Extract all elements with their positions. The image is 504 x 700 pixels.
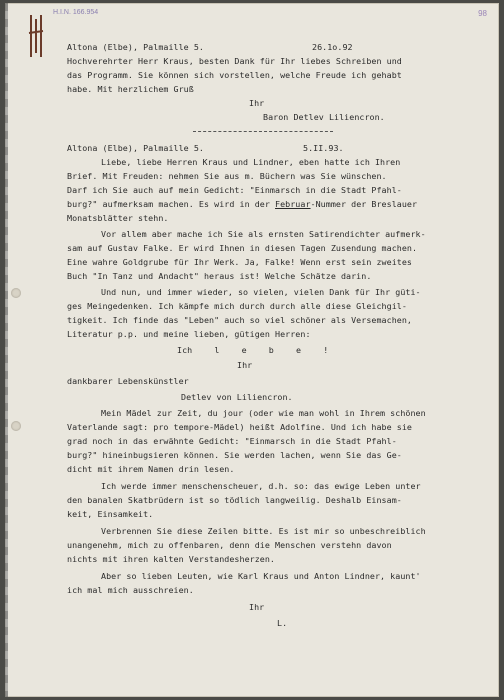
letter2-initial: L. bbox=[277, 618, 288, 628]
paragraph-line: keit, Einsamkeit. bbox=[67, 509, 154, 519]
paragraph-line: Monatsblätter stehn. bbox=[67, 213, 169, 223]
archive-note: H.I.N. 166.954 bbox=[53, 9, 99, 16]
page-number: 98 bbox=[478, 9, 487, 18]
paragraph-line: Liebe, liebe Herren Kraus und Lindner, eben hatte ich Ihren bbox=[101, 157, 401, 167]
spaced-line: Ich l e b e ! bbox=[177, 345, 329, 355]
paragraph-line: burg?" aufmerksam machen. Es wird in der Februar-Nummer der Breslauer bbox=[67, 199, 418, 209]
paragraph-line: Eine wahre Goldgrube für Ihr Werk. Ja, Falke! Wenn erst sein zweites bbox=[67, 257, 412, 267]
paragraph-line: Vaterlande sagt: pro tempore-Mädel) heißt Adolfine. Und ich habe sie bbox=[67, 422, 412, 432]
paragraph-line: unangenehm, mich zu offenbaren, denn die Menschen verstehn davon bbox=[67, 540, 392, 550]
letter2-closing: Ihr bbox=[249, 602, 265, 612]
letter1-body-line: das Programm. Sie können sich vorstellen, welche Freude ich gehabt bbox=[67, 70, 402, 80]
letter1-closing: Ihr bbox=[249, 98, 265, 108]
paragraph-line: Verbrennen Sie diese Zeilen bitte. Es ist mir so unbeschreiblich bbox=[101, 526, 426, 536]
paragraph-line: ich mal mich ausschreien. bbox=[67, 585, 194, 595]
paragraph-line: burg?" hineinbugsieren können. Sie werden lachen, wenn Sie das Ge- bbox=[67, 450, 402, 460]
letter2-signature: Detlev von Liliencron. bbox=[181, 392, 293, 402]
letter1-address: Altona (Elbe), Palmaille 5. bbox=[67, 42, 204, 52]
paragraph-line: nichts mit ihren kalten Verstandesherzen. bbox=[67, 554, 276, 564]
letter1-signature: Baron Detlev Liliencron. bbox=[263, 112, 385, 122]
paragraph-line: Aber so lieben Leuten, wie Karl Kraus und Anton Lindner, kaunt' bbox=[101, 571, 421, 581]
paragraph-line: Vor allem aber mache ich Sie als ernsten Satirendichter aufmerk- bbox=[101, 229, 426, 239]
paragraph-line: Und nun, und immer wieder, so vielen, vielen Dank für Ihr güti- bbox=[101, 287, 421, 297]
letter2-dankbar: dankbarer Lebenskünstler bbox=[67, 376, 189, 386]
letter-sheet bbox=[5, 3, 499, 697]
punch-hole bbox=[11, 288, 21, 298]
paragraph-line: den banalen Skatbrüdern ist so tödlich langweilig. Deshalb Einsam- bbox=[67, 495, 402, 505]
paragraph-line: ges Meingedenken. Ich kämpfe mich durch durch alle diese Gleichgil- bbox=[67, 301, 407, 311]
paragraph-line: sam auf Gustav Falke. Er wird Ihnen in diesen Tagen Zusendung machen. bbox=[67, 243, 418, 253]
archive-mark-icon bbox=[27, 13, 45, 61]
paragraph-line: tigkeit. Ich finde das "Leben" auch so viel schöner als Versemachen, bbox=[67, 315, 412, 325]
letter2-address: Altona (Elbe), Palmaille 5. bbox=[67, 143, 204, 153]
separator-line bbox=[193, 131, 333, 132]
paragraph-line: Mein Mädel zur Zeit, du jour (oder wie man wohl in Ihrem schönen bbox=[101, 408, 426, 418]
letter2-date: 5.II.93. bbox=[303, 143, 344, 153]
letter1-body-line: Hochverehrter Herr Kraus, besten Dank für Ihr liebes Schreiben und bbox=[67, 56, 402, 66]
paragraph-line: grad noch in das erwähnte Gedicht: "Einmarsch in die Stadt Pfahl- bbox=[67, 436, 397, 446]
paragraph-line: dicht mit ihrem Namen drin lesen. bbox=[67, 464, 235, 474]
paragraph-line: Darf ich Sie auch auf mein Gedicht: "Einmarsch in die Stadt Pfahl- bbox=[67, 185, 402, 195]
underlined-word: Februar bbox=[275, 199, 311, 209]
sheet-edge bbox=[5, 3, 8, 697]
letter1-date: 26.1o.92 bbox=[312, 42, 353, 52]
paragraph-line: Ich werde immer menschenscheuer, d.h. so: das ewige Leben unter bbox=[101, 481, 421, 491]
punch-hole bbox=[11, 421, 21, 431]
letter1-body-line: habe. Mit herzlichem Gruß bbox=[67, 84, 194, 94]
paragraph-line: Literatur p.p. und meine lieben, gütigen Herren: bbox=[67, 329, 311, 339]
paragraph-line: Buch "In Tanz und Andacht" heraus ist! Welche Schätze darin. bbox=[67, 271, 372, 281]
paragraph-line: Brief. Mit Freuden: nehmen Sie aus m. Büchern was Sie wünschen. bbox=[67, 171, 387, 181]
letter2-ihr: Ihr bbox=[237, 360, 253, 370]
